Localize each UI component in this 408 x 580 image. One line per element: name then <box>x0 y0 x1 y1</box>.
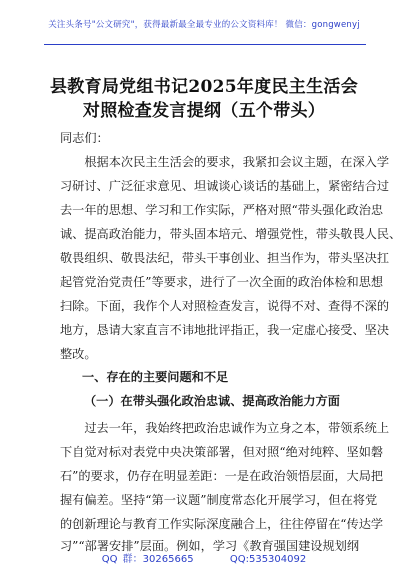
body-line: 的创新理论与教育工作实际深度融合上，往往停留在“传达学 <box>60 517 384 531</box>
footer-qq-group: QQ 群：30265665 <box>101 554 194 565</box>
footer-qq: QQ:535304092 <box>229 554 307 565</box>
salutation: 同志们： <box>60 131 109 145</box>
section-heading: 一、存在的主要问题和不足 <box>82 370 229 384</box>
body-line: 习”“部署安排”层面。例如，学习《教育强国建设规划纲 <box>60 539 360 553</box>
intro-line: 扫除。下面，我作个人对照检查发言，说得不对、查得不深的 <box>60 299 390 313</box>
intro-line: 整改。 <box>60 347 97 361</box>
intro-line: 敬畏组织、敬畏法纪，带头干事创业、担当作为，带头坚决扛 <box>60 251 390 265</box>
intro-line: 诚、提高政治能力，带头固本培元、增强党性，带头敬畏人民、 <box>60 227 402 241</box>
subsection-heading: （一）在带头强化政治忠诚、提高政治能力方面 <box>84 394 340 408</box>
body-line: 握有偏差。坚持“第一议题”制度常态化开展学习，但在将党 <box>60 493 378 507</box>
header-divider <box>44 44 366 45</box>
intro-line: 起管党治党责任”等要求，进行了一次全面的政治体检和思想 <box>60 275 384 289</box>
intro-line: 去一年的思想、学习和工作实际，严格对照“带头强化政治忠 <box>60 203 384 217</box>
doc-title-line-2: 对照检查发言提纲（五个带头） <box>82 101 326 121</box>
body-line: 过去一年，我始终把政治忠诚作为立身之本，带领系统上 <box>60 421 390 435</box>
watermark-banner: 关注头条号"公文研究"，获得最新最全最专业的公文资料库！ 微信：gongwenyj <box>48 20 360 30</box>
footer-contact <box>0 550 408 565</box>
intro-line: 根据本次民主生活会的要求，我紧扣会议主题，在深入学 <box>60 155 390 169</box>
intro-line: 习研讨、广泛征求意见、坦诚谈心谈话的基础上，紧密结合过 <box>60 179 390 193</box>
intro-line: 地方，恳请大家直言不讳地批评指正，我一定虚心接受、坚决 <box>60 323 390 337</box>
doc-title-line-1: 县教育局党组书记2025年度民主生活会 <box>49 77 358 97</box>
body-line: 下自觉对标对表党中央决策部署，但对照“绝对纯粹、坚如磐 <box>60 445 384 459</box>
body-line: 石”的要求，仍存在明显差距：一是在政治领悟层面，大局把 <box>60 469 384 483</box>
